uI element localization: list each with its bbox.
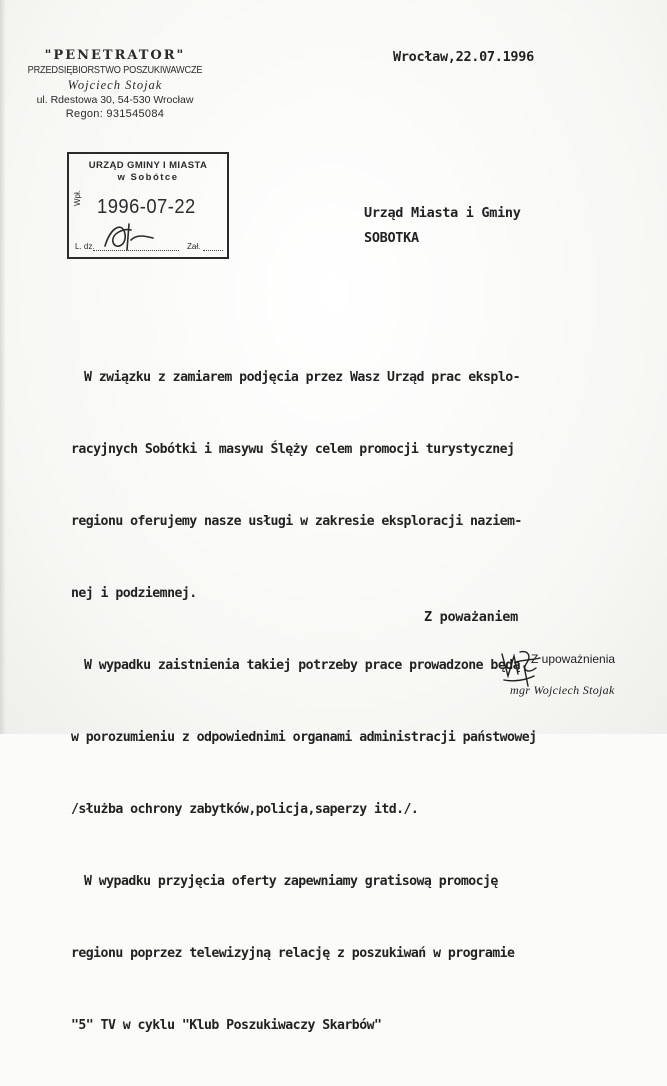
received-stamp-title: URZĄD GMINY I MIASTA (88, 160, 208, 171)
body-line: regionu poprzez telewizyjną relację z poszukiwań w programie (71, 946, 515, 961)
addressee-line-1: Urząd Miasta i Gminy (364, 205, 521, 221)
body-line: regionu oferujemy nasze usługi w zakresie eksploracji naziem- (71, 514, 522, 529)
received-stamp-date: 1996-07-22 (97, 196, 196, 218)
closing-salutation: Z poważaniem (424, 609, 518, 625)
company-name: "PENETRATOR" (44, 48, 186, 63)
company-type: PRZEDSIĘBIORSTWO POSZUKIWAWCZE (27, 65, 203, 76)
received-stamp-initials-scrawl (101, 220, 157, 254)
body-line: w porozumieniu z odpowiednimi organami administracji państwowej (71, 730, 537, 745)
company-owner: Wojciech Stojak (67, 78, 163, 92)
addressee-block (364, 201, 521, 251)
scan-edge-shadow (0, 0, 6, 734)
body-line: W wypadku zaistnienia takiej potrzeby prace prowadzone będą (84, 658, 520, 673)
place-and-date: Wrocław,22.07.1996 (393, 49, 534, 65)
received-stamp (67, 152, 229, 259)
body-line: nej i podziemnej. (71, 586, 197, 601)
body-line: "5" TV w cyklu "Klub Poszukiwaczy Skarbów" (71, 1018, 382, 1033)
body-line: W związku z zamiarem podjęcia przez Wasz Urząd prac eksplo- (84, 370, 520, 385)
received-stamp-town: w Sobótce (117, 172, 179, 183)
company-address: ul. Rdestowa 30, 54-530 Wrocław (36, 94, 194, 106)
company-letterhead-stamp (20, 48, 210, 121)
addressee-line-2: SOBOTKA (364, 230, 419, 246)
received-stamp-zal-label: Zał. (187, 242, 201, 251)
signature-authorization: Z upoważnienia (531, 652, 616, 666)
company-regon: Regon: 931545084 (65, 108, 165, 120)
body-line: W wypadku przyjęcia oferty zapewniamy gratisową promocję (84, 874, 498, 889)
received-stamp-ldz-label: L. dz. (75, 242, 95, 251)
signature-name: mgr Wojciech Stojak (510, 683, 615, 697)
letter-body (71, 318, 644, 1086)
received-stamp-zal-line (203, 250, 223, 251)
body-line: /służba ochrony zabytków,policja,saperzy itd./. (71, 802, 419, 817)
received-stamp-wpl-label: Wpł. (73, 190, 82, 206)
body-line: racyjnych Sobótki i masywu Ślęży celem promocji turystycznej (71, 442, 515, 457)
